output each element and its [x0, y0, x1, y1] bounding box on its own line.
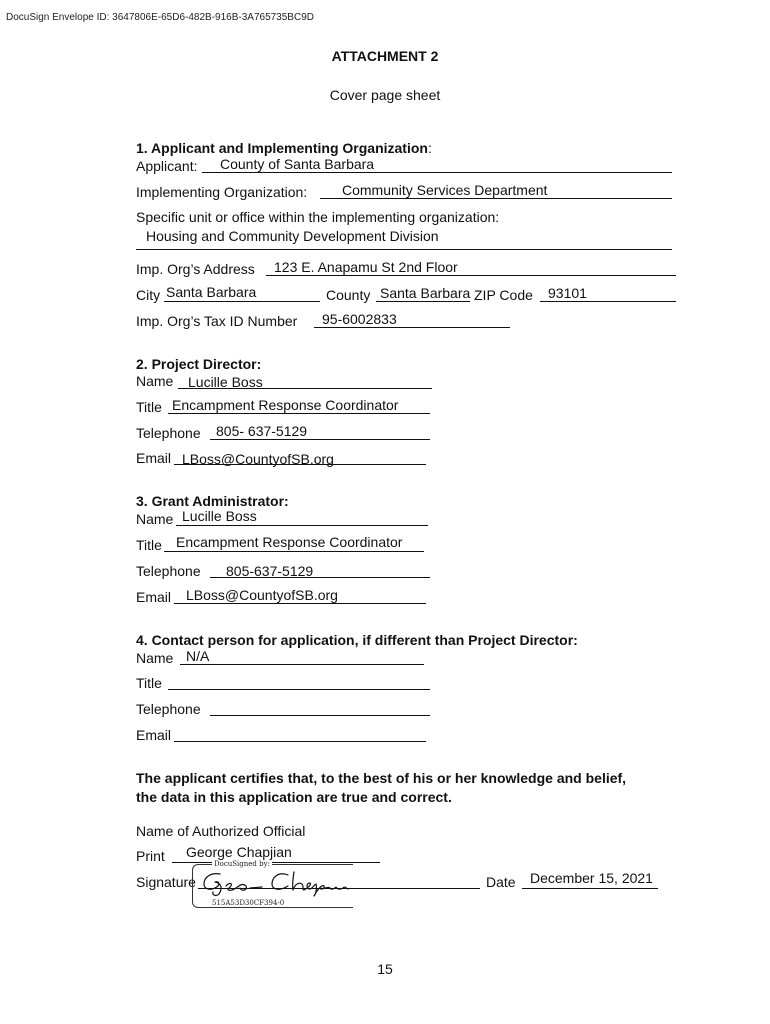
ga-email-label: Email: [136, 589, 172, 605]
section3-heading: 3. Grant Administrator:: [136, 493, 289, 509]
address-underline: [266, 275, 676, 276]
taxid-underline: [314, 327, 510, 328]
ga-title-underline: [164, 551, 424, 552]
zip-label: ZIP Code: [474, 287, 533, 303]
cp-phone-underline[interactable]: [210, 715, 430, 716]
cp-email-label: Email: [136, 727, 172, 743]
cp-phone-label: Telephone: [136, 701, 201, 717]
ga-name-label: Name: [136, 511, 174, 527]
taxid-label: Imp. Org’s Tax ID Number: [136, 313, 298, 329]
address-value[interactable]: 123 E. Anapamu St 2nd Floor: [274, 259, 458, 275]
applicant-value[interactable]: County of Santa Barbara: [220, 156, 375, 172]
address-label: Imp. Org’s Address: [136, 261, 255, 277]
city-underline: [164, 301, 320, 302]
docusigned-by-label: DocuSigned by:: [214, 860, 270, 868]
city-value[interactable]: Santa Barbara: [166, 284, 257, 300]
impl-org-label: Implementing Organization:: [136, 184, 308, 200]
ga-email-value[interactable]: LBoss@CountyofSB.org: [186, 587, 338, 603]
date-underline: [522, 888, 658, 889]
certification-line-1: The applicant certifies that, to the best of his or her knowledge and belief,: [136, 770, 627, 786]
section2-heading: 2. Project Director:: [136, 356, 262, 372]
section4-heading: 4. Contact person for application, if different than Project Director:: [136, 632, 578, 648]
page-subtitle: Cover page sheet: [329, 87, 441, 103]
cp-name-label: Name: [136, 650, 174, 666]
pd-title-label: Title: [136, 399, 162, 415]
page-number: 15: [377, 961, 393, 977]
zip-underline: [540, 301, 676, 302]
cp-title-underline[interactable]: [168, 689, 430, 690]
authorized-official-label: Name of Authorized Official: [136, 823, 306, 839]
unit-underline: [136, 249, 672, 250]
pd-title-value[interactable]: Encampment Response Coordinator: [172, 397, 399, 413]
ga-title-label: Title: [136, 537, 162, 553]
ga-phone-label: Telephone: [136, 563, 201, 579]
applicant-label: Applicant:: [136, 158, 198, 174]
applicant-underline: [202, 172, 672, 173]
print-underline: [172, 862, 380, 863]
cp-email-underline[interactable]: [174, 741, 426, 742]
unit-value[interactable]: Housing and Community Development Division: [146, 228, 439, 244]
handwritten-signature[interactable]: [196, 866, 356, 898]
ga-name-underline: [176, 525, 428, 526]
pd-email-label: Email: [136, 450, 172, 466]
impl-org-underline: [320, 198, 672, 199]
city-label: City: [136, 287, 161, 303]
pd-phone-value[interactable]: 805- 637-5129: [216, 423, 308, 439]
ga-title-value[interactable]: Encampment Response Coordinator: [176, 534, 403, 550]
impl-org-value[interactable]: Community Services Department: [342, 182, 548, 198]
county-underline: [376, 301, 470, 302]
ga-phone-value[interactable]: 805-637-5129: [226, 563, 314, 579]
cp-name-value[interactable]: N/A: [186, 648, 210, 664]
pd-title-underline: [168, 413, 430, 414]
date-label: Date: [486, 874, 516, 890]
docusign-envelope-id: DocuSign Envelope ID: 3647806E-65D6-482B-916B-3A765735BC9D: [6, 12, 314, 23]
pd-name-label: Name: [136, 373, 174, 389]
taxid-value[interactable]: 95-6002833: [322, 311, 397, 327]
date-value[interactable]: December 15, 2021: [530, 870, 653, 886]
certification-line-2: the data in this application are true and correct.: [136, 789, 452, 805]
ga-email-underline: [174, 603, 426, 604]
signature-code: 515A53D30CF394-0: [212, 899, 285, 907]
print-label: Print: [136, 848, 165, 864]
pd-phone-label: Telephone: [136, 425, 201, 441]
zip-value[interactable]: 93101: [548, 285, 587, 301]
print-name-value[interactable]: George Chapjian: [186, 844, 292, 860]
county-label: County: [326, 287, 371, 303]
cp-name-underline: [180, 664, 424, 665]
signature-label: Signature: [136, 874, 196, 890]
cp-title-label: Title: [136, 675, 162, 691]
pd-phone-underline: [210, 439, 430, 440]
ga-name-value[interactable]: Lucille Boss: [182, 508, 257, 524]
county-value[interactable]: Santa Barbara: [380, 285, 471, 301]
pd-name-value[interactable]: Lucille Boss: [188, 374, 263, 390]
unit-label: Specific unit or office within the implementing organization:: [136, 209, 500, 225]
page-title: ATTACHMENT 2: [331, 48, 439, 64]
section1-heading: 1. Applicant and Implementing Organization:: [136, 140, 432, 156]
pd-email-value[interactable]: LBoss@CountyofSB.org: [182, 451, 334, 467]
